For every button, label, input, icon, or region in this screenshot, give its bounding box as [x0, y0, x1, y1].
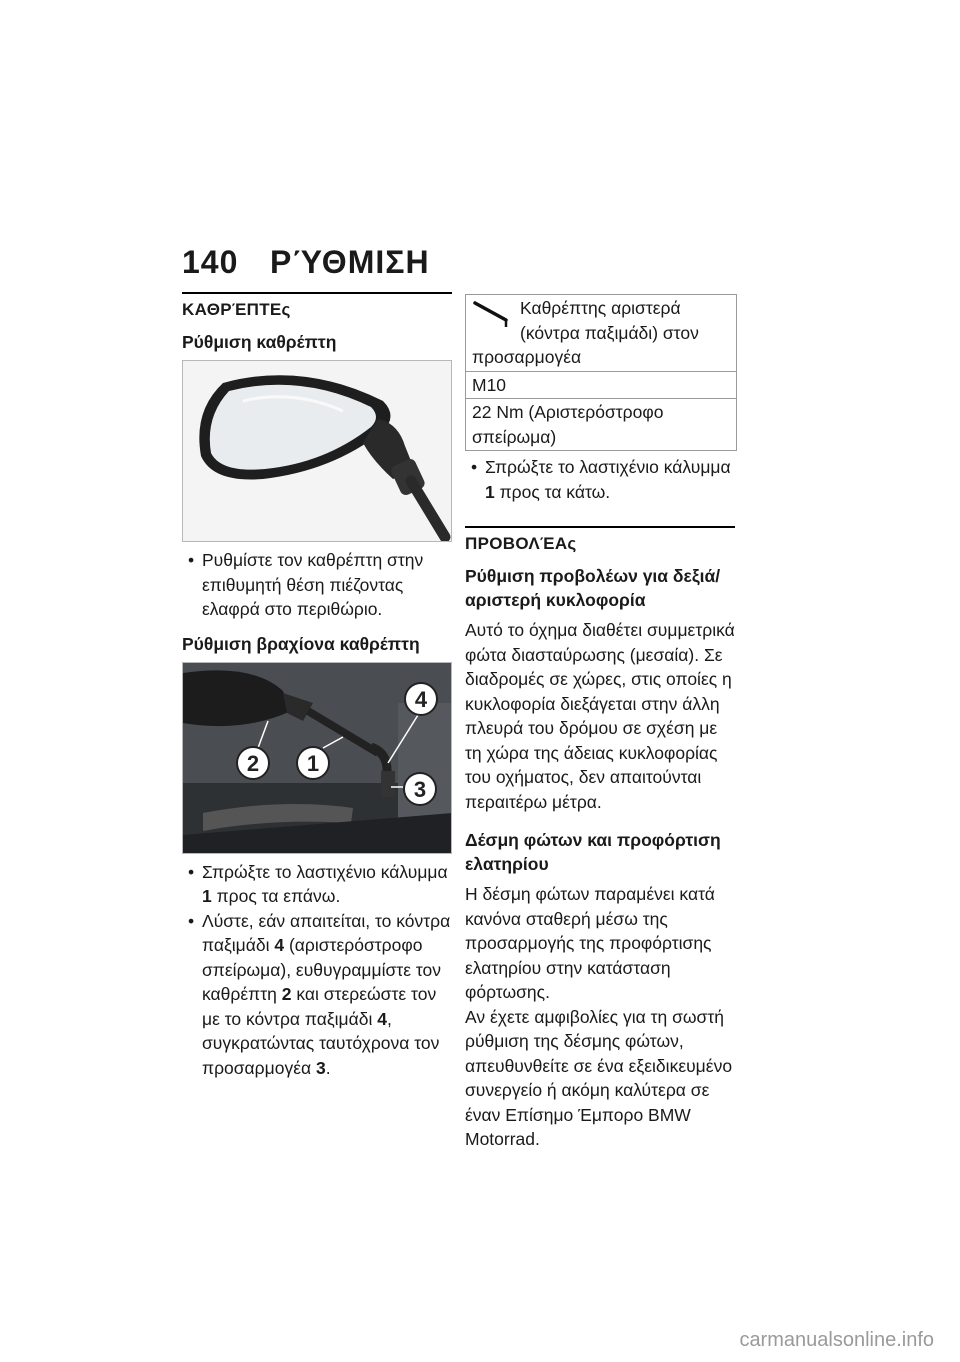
- list-item: • Ρυθμίστε τον καθρέπτη στην επιθυμητή θέση πιέζοντας ελαφρά στο περιθώριο.: [182, 548, 452, 622]
- beam-preload-heading: Δέσμη φώτων και προφόρτιση ελατηρίου: [465, 830, 721, 874]
- list-item: • Σπρώξτε το λαστιχένιο κάλυμμα 1 προς τα επάνω.: [182, 860, 452, 909]
- callout-3: [404, 773, 436, 805]
- mirror-arm-illustration: [183, 663, 452, 854]
- mirror-illustration: [183, 361, 452, 542]
- mirror-adjust-heading: Ρύθμιση καθρέπτη: [182, 332, 337, 352]
- beam-preload-text-2: Αν έχετε αμφιβολίες για τη σωστή ρύθμιση της δέσμης φώτων, απευθυνθείτε σε ένα εξειδικευμένο συνεργείο ή ακόμη καλύτερα σε έναν Επίσημο Έμπορο BMW Motorrad.: [465, 1006, 733, 1149]
- svg-text:1: 1: [306, 750, 320, 776]
- page-number: 140: [182, 244, 239, 280]
- mirror-figure: [182, 360, 452, 542]
- list-item: • Σπρώξτε το λαστιχένιο κάλυμμα 1 προς τα κάτω.: [465, 455, 735, 504]
- svg-text:4: 4: [414, 686, 428, 712]
- svg-text:2: 2: [246, 750, 260, 776]
- section-divider: [465, 526, 735, 528]
- svg-text:3: 3: [413, 776, 427, 802]
- watermark: carmanualsonline.info: [739, 1329, 934, 1351]
- mirror-arm-figure: [182, 662, 452, 854]
- torque-value: 22 Nm (Αριστερόστροφο σπείρωμα): [466, 399, 737, 451]
- torque-description: Καθρέπτης αριστερά (κόντρα παξιμάδι) στον προσαρμογέα: [472, 298, 699, 367]
- callout-4: [405, 683, 437, 715]
- torque-thread: M10: [466, 371, 737, 399]
- beam-preload-text-1: Η δέσμη φώτων παραμένει κατά κανόνα σταθερή μέσω της προσαρμογής της προφόρτισης ελατηρίου στην κατάσταση φόρτωσης.: [465, 884, 715, 1002]
- right-column: [465, 292, 735, 1152]
- mirror-adjust-steps: [182, 548, 452, 622]
- torque-description-cell: [466, 295, 737, 372]
- chapter-title: ΡΎΘΜΙΣΗ: [270, 244, 430, 280]
- callout-1: [297, 747, 329, 779]
- headlight-section-title: ΠΡΟΒΟΛΈΑς: [465, 534, 577, 553]
- mirrors-section-title: ΚΑΘΡΈΠΤΕς: [182, 300, 291, 319]
- left-column: [182, 292, 452, 1090]
- mirror-arm-heading: Ρύθμιση βραχίονα καθρέπτη: [182, 633, 420, 654]
- callout-2: [237, 747, 269, 779]
- mirror-final-steps: [465, 455, 735, 504]
- section-divider: [182, 292, 452, 294]
- headlight-traffic-text: Αυτό το όχημα διαθέτει συμμετρικά φώτα διασταύρωσης (μεσαία). Σε διαδρομές σε χώρες, στις οποίες η κυκλοφορία διεξάγεται στην άλλη πλευρά του δρόμου σε σχέση με τη χώρα της άδειας κυκλοφορίας του οχήματος, δεν απαιτούνται περαιτέρω μέτρα.: [465, 620, 735, 812]
- mirror-arm-steps: [182, 860, 452, 1081]
- page-header: [182, 244, 430, 281]
- headlight-traffic-heading: Ρύθμιση προβολέων για δεξιά/αριστερή κυκλοφορία: [465, 566, 721, 610]
- torque-table: [465, 294, 737, 451]
- wrench-icon: [472, 298, 516, 328]
- list-item: • Λύστε, εάν απαιτείται, το κόντρα παξιμάδι 4 (αριστερόστροφο σπείρωμα), ευθυγραμμίστε τον καθρέπτη 2 και στερεώστε τον με το κόντρα παξιμάδι 4, συγκρατώντας ταυτόχρονα τον προσαρμογέα 3.: [182, 909, 452, 1081]
